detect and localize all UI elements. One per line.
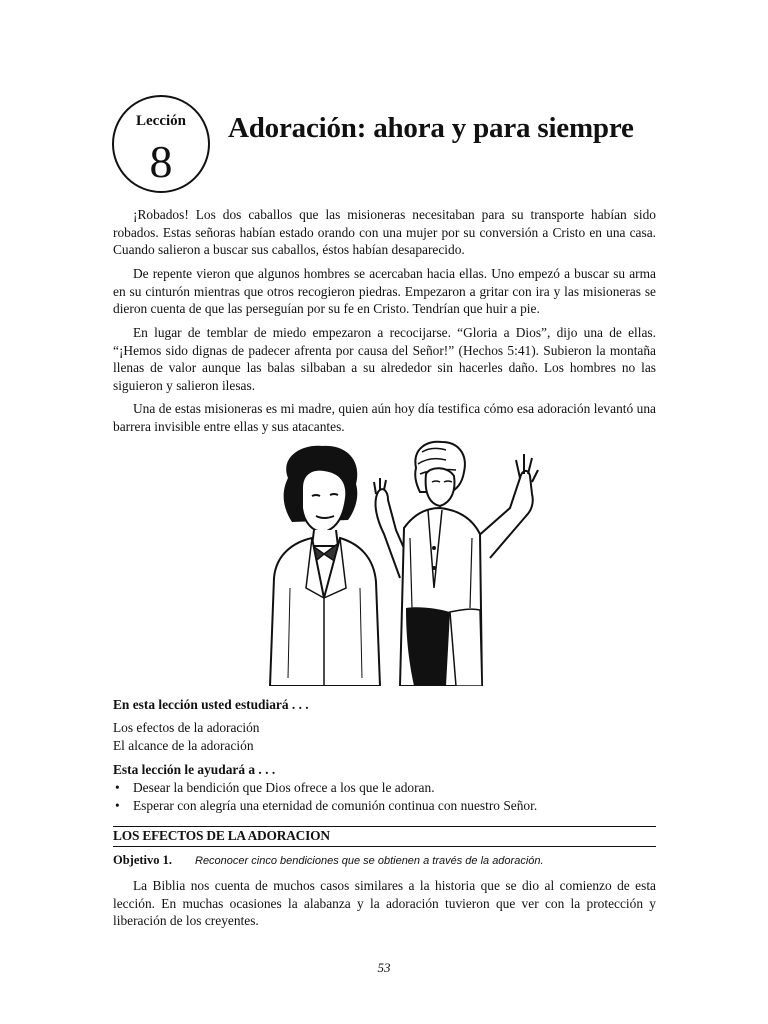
section-heading: LOS EFECTOS DE LA ADORACION — [113, 828, 330, 843]
lesson-number: 8 — [149, 136, 173, 187]
intro-paragraph-2: De repente vieron que algunos hombres se acercaban hacia ellas. Uno empezó a buscar su arma en su cinturón mientras que otros recogieron piedras. Empezaron a gritar con ira y las misioneras se dieron cuenta de que las perseguían por su fe en Cristo. Tendrían que huir a pie. — [113, 266, 656, 316]
page-title: Adoración: ahora y para siempre — [228, 112, 634, 144]
section-paragraph: La Biblia nos cuenta de muchos casos similares a la historia que se dio al comienzo de esta lección. En muchas ocasiones la alabanza y la adoración tuvieron que ver con la protección y liberación de los creyentes. — [113, 878, 656, 928]
study-list — [113, 719, 260, 754]
left-woman-face — [302, 470, 346, 532]
objective-line — [113, 853, 544, 868]
objective-text: Reconocer cinco bendiciones que se obtienen a través de la adoración. — [195, 855, 544, 867]
lesson-badge — [112, 95, 210, 193]
missionaries-illustration — [250, 438, 550, 686]
help-item: • Esperar con alegría una eternidad de comunión continua con nuestro Señor. — [113, 797, 537, 815]
help-item: • Desear la bendición que Dios ofrece a los que le adoran. — [113, 779, 537, 797]
intro-paragraph-1: ¡Robados! Los dos caballos que las misioneras necesitaban para su transporte habían sido robados. Estas señoras habían estado orando con una mujer por su conversión a Cristo en una casa. Cuando salieron a buscar sus caballos, éstos habían desaparecido. — [113, 207, 656, 257]
help-heading: Esta lección le ayudará a . . . — [113, 762, 276, 777]
intro-paragraph-3: En lugar de temblar de miedo empezaron a recocijarse. “Gloria a Dios”, dijo una de ellas. “¡Hemos sido dignas de padecer afrenta por causa del Señor!” (Hechos 5:41). Subieron la montaña llenas de valor aunque las balas silbaban a su alrededor sin hacerles daño. Los hombres no las siguieron y salieron ilesas. — [113, 325, 656, 393]
section-rule-top — [113, 826, 656, 827]
intro-paragraph-4: Una de estas misioneras es mi madre, quien aún hoy día testifica cómo esa adoración levantó una barrera invisible entre ellas y sus atacantes. — [113, 401, 656, 434]
study-item: Los efectos de la adoración — [113, 720, 260, 735]
help-list — [113, 779, 537, 814]
right-woman-right-arm — [476, 471, 533, 558]
section-rule-bottom — [113, 846, 656, 847]
right-woman-face — [426, 468, 455, 506]
page-number: 53 — [377, 960, 391, 975]
left-woman-jacket — [270, 538, 380, 686]
study-heading: En esta lección usted estudiará . . . — [113, 697, 309, 712]
study-item: El alcance de la adoración — [113, 737, 254, 753]
objective-label: Objetivo 1. — [113, 853, 173, 867]
lesson-label: Lección — [136, 113, 186, 129]
right-woman-skirt — [406, 607, 450, 686]
